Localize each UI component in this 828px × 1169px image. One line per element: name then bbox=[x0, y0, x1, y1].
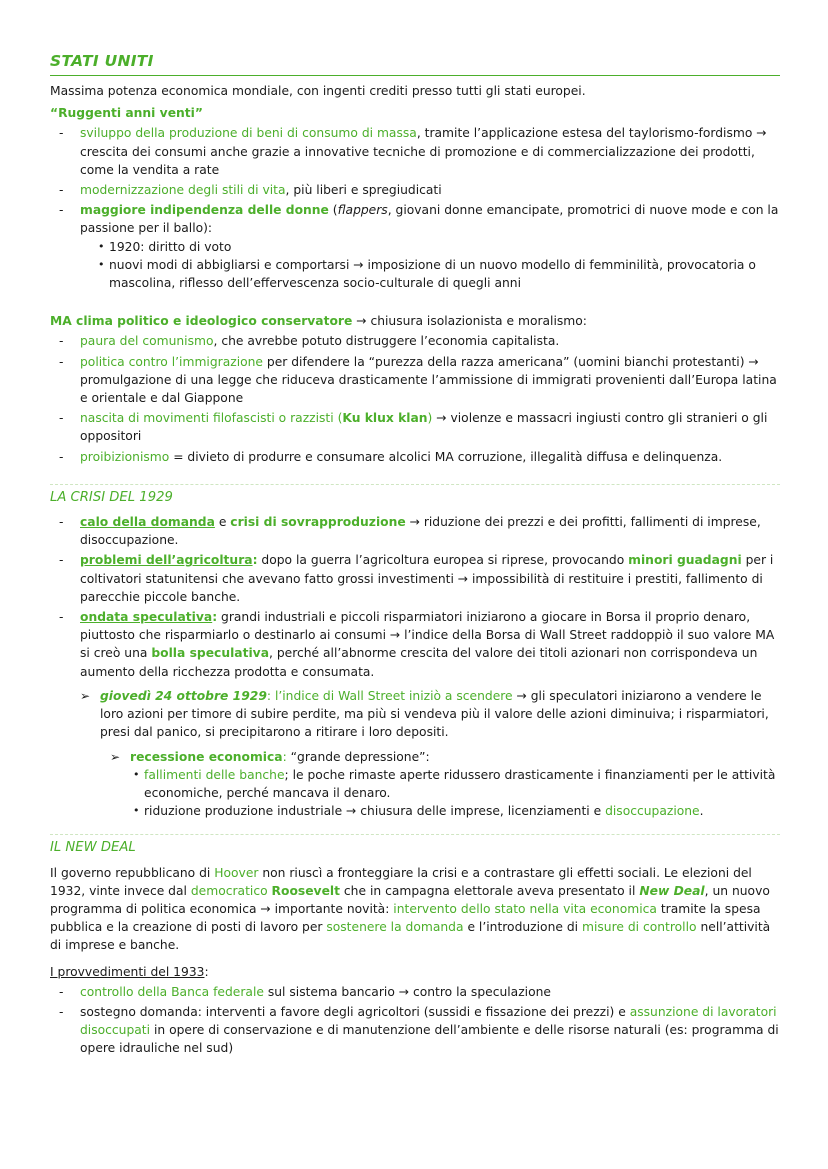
item-text: , perché all’abnorme crescita del valore dei titoli azionari non corrispondeva un aumento della ricchezza prodotta e consumata. bbox=[80, 646, 758, 679]
item-text: per difendere la “purezza della razza americana” (uomini bianchi protestanti) → promulgazione di una legge che riduceva drasticamente l’ammissione di immigrati provenienti dall’Europa latina e orientale e dal Giappone bbox=[80, 354, 777, 406]
item-text: → gli speculatori iniziarono a vendere le loro azioni per timore di subire perdite, ma più si vendeva più il valore delle azioni diminuiva; i risparmiatori, presi dal panico, si precipitarono a ritirare i loro depositi. bbox=[100, 688, 769, 740]
list-item bbox=[50, 551, 780, 606]
highlight-text: sviluppo della produzione di beni di consumo di massa bbox=[80, 126, 417, 141]
item-text: → riduzione dei prezzi e dei profitti, fallimenti di imprese, disoccupazione. bbox=[80, 515, 761, 548]
item-text: , un nuovo programma di politica economica → importante novità: bbox=[50, 883, 770, 916]
item-text: tramite la spesa pubblica e la creazione di posti di lavoro per bbox=[50, 901, 761, 935]
sub-list-item: • nuovi modi di abbigliarsi e comportarsi → imposizione di un nuovo modello di femminilità, provocatoria o mascolina, riflesso dell’effervescenza socio-culturale di quegli anni bbox=[95, 256, 780, 292]
highlight-text: democratico bbox=[190, 883, 268, 898]
list-item bbox=[50, 513, 780, 549]
item-text: → chiusura isolazionista e moralismo: bbox=[352, 314, 587, 329]
highlight-text: ) bbox=[427, 411, 433, 426]
item-text: sul sistema bancario → contro la speculazione bbox=[263, 984, 551, 999]
list-item bbox=[50, 1003, 780, 1058]
page-title: STATI UNITI bbox=[50, 50, 780, 76]
item-text: = divieto di produrre e consumare alcolici MA corruzione, illegalità diffusa e delinquenza. bbox=[169, 449, 723, 464]
highlight-text: maggiore indipendenza delle donne bbox=[80, 203, 329, 218]
item-text: , più liberi e spregiudicati bbox=[285, 183, 442, 198]
item-text: Il governo repubblicano di bbox=[50, 865, 215, 880]
highlight-text: ondata speculativa bbox=[80, 610, 213, 625]
item-text: nell’attività di imprese e banche. bbox=[50, 920, 771, 953]
item-text: e l’introduzione di bbox=[463, 920, 582, 935]
section-title: LA CRISI DEL 1929 bbox=[50, 489, 173, 505]
section-title: IL NEW DEAL bbox=[50, 840, 136, 856]
item-text: , giovani donne emancipate, promotrici di nuove mode e con la passione per il ballo): bbox=[80, 203, 779, 236]
crisis-section bbox=[50, 484, 780, 820]
sub-list-item bbox=[130, 766, 780, 802]
list-item bbox=[50, 124, 780, 179]
crisis-list bbox=[50, 513, 780, 820]
arrow-item bbox=[80, 687, 780, 820]
arrow-list bbox=[80, 687, 780, 820]
highlight-text: : bbox=[212, 610, 218, 625]
sub-list-item bbox=[130, 802, 780, 820]
highlight-text: giovedì 24 ottobre 1929 bbox=[100, 688, 267, 703]
item-text: → violenze e massacri ingiusti contro gli stranieri o gli oppositori bbox=[80, 411, 768, 444]
highlight-text: : bbox=[282, 749, 287, 764]
intro-text: Massima potenza economica mondiale, con ingenti crediti presso tutti gli stati europei. bbox=[50, 84, 586, 98]
item-text: e bbox=[214, 515, 231, 530]
conservative-list bbox=[50, 332, 780, 465]
list-item bbox=[50, 608, 780, 820]
newdeal-paragraph bbox=[50, 864, 780, 955]
item-text: ; le poche rimaste aperte ridussero drasticamente i finanziamenti per le attività economiche, perché mancava il denaro. bbox=[144, 767, 776, 800]
highlight-text: New Deal bbox=[639, 883, 705, 898]
item-text: che in campagna elettorale aveva presentato il bbox=[340, 883, 640, 898]
highlight-text: politica contro l’immigrazione bbox=[80, 354, 263, 369]
list-item bbox=[50, 409, 780, 445]
highlight-text: bolla speculativa bbox=[151, 646, 269, 661]
highlight-text: crisi di sovrapproduzione bbox=[230, 515, 406, 530]
dot-list bbox=[130, 766, 780, 821]
highlight-text: modernizzazione degli stili di vita bbox=[80, 183, 286, 198]
highlight-text: sostenere la domanda bbox=[326, 920, 464, 935]
highlight-text: fallimenti delle banche bbox=[144, 767, 285, 782]
item-text: dopo la guerra l’agricoltura europea si riprese, provocando bbox=[257, 553, 629, 568]
arrow-sub-list bbox=[100, 748, 780, 821]
item-text: : bbox=[204, 964, 209, 979]
item-text: per i coltivatori statunitensi che avevano fatto grossi investimenti → impossibilità di restituire i prestiti, fallimento di parecchie piccole banche. bbox=[80, 553, 774, 604]
italic-text: flappers bbox=[337, 203, 388, 218]
item-text: in opere di conservazione e di manutenzione dell’ambiente e delle risorse naturali (es: programma di opere idrauliche nel sud) bbox=[80, 1023, 779, 1056]
list-item bbox=[50, 448, 780, 466]
highlight-text: controllo della Banca federale bbox=[80, 984, 264, 999]
highlight-text: misure di controllo bbox=[581, 920, 697, 935]
item-text: “grande depressione”: bbox=[286, 749, 430, 764]
list-item bbox=[50, 353, 780, 408]
highlight-text: Ku klux klan bbox=[342, 411, 428, 426]
newdeal-section bbox=[50, 834, 780, 1057]
highlight-text: intervento dello stato nella vita economica bbox=[393, 901, 657, 916]
highlight-text: proibizionismo bbox=[80, 449, 170, 464]
item-text: grandi industriali e piccoli risparmiatori iniziarono a giocare in Borsa il proprio denaro, piuttosto che risparmiarlo o destinarlo ai consumi → l’indice della Borsa di Wall Street raddoppiò il suo valore MA si creò una bbox=[80, 610, 775, 661]
item-text: riduzione produzione industriale → chiusura delle imprese, licenziamenti e bbox=[144, 804, 606, 819]
measures-list bbox=[50, 983, 780, 1058]
highlight-text: paura del comunismo bbox=[80, 334, 214, 349]
highlight-text: nascita di movimenti filofascisti o razzisti ( bbox=[80, 411, 343, 426]
highlight-text: assunzione di lavoratori disoccupati bbox=[80, 1004, 777, 1038]
highlight-text: disoccupazione bbox=[605, 804, 700, 819]
document-page bbox=[50, 50, 780, 1060]
roaring-list bbox=[50, 124, 780, 292]
item-text: , tramite l’applicazione estesa del taylorismo-fordismo → crescita dei consumi anche grazie a innovative tecniche di promozione e di commercializzazione dei prodotti, come la vendita a rate bbox=[80, 126, 767, 177]
highlight-text: : bbox=[252, 553, 258, 568]
highlight-text: problemi dell’agricoltura bbox=[80, 553, 253, 568]
highlight-text: calo della domanda bbox=[80, 515, 215, 530]
list-item bbox=[50, 181, 780, 199]
roaring-heading: “Ruggenti anni venti” bbox=[50, 106, 203, 121]
highlight-text: : l’indice di Wall Street iniziò a scendere bbox=[266, 688, 513, 703]
highlight-text: minori guadagni bbox=[628, 553, 742, 568]
sub-list bbox=[80, 238, 780, 293]
item-text: . bbox=[699, 804, 704, 819]
highlight-text: MA clima politico e ideologico conservatore bbox=[50, 314, 353, 329]
list-item bbox=[50, 201, 780, 292]
item-text: , che avrebbe potuto distruggere l’economia capitalista. bbox=[213, 334, 560, 349]
conservative-heading bbox=[50, 312, 780, 330]
highlight-text: recessione economica bbox=[130, 749, 283, 764]
measures-heading bbox=[50, 963, 780, 981]
underlined-text: I provvedimenti del 1933 bbox=[50, 964, 205, 979]
list-item bbox=[50, 332, 780, 350]
item-text: non riuscì a fronteggiare la crisi e a contrastare gli effetti sociali. Le elezioni del 1932, vinte invece dal bbox=[50, 865, 752, 898]
sub-list-item: • 1920: diritto di voto bbox=[95, 238, 780, 256]
arrow-item bbox=[110, 748, 780, 821]
item-text: sostegno domanda: interventi a favore degli agricoltori (sussidi e fissazione dei prezzi) e bbox=[80, 1004, 630, 1019]
item-text: ( bbox=[328, 203, 338, 218]
highlight-text: Roosevelt bbox=[271, 883, 341, 898]
list-item bbox=[50, 983, 780, 1001]
highlight-text: Hoover bbox=[214, 865, 259, 880]
